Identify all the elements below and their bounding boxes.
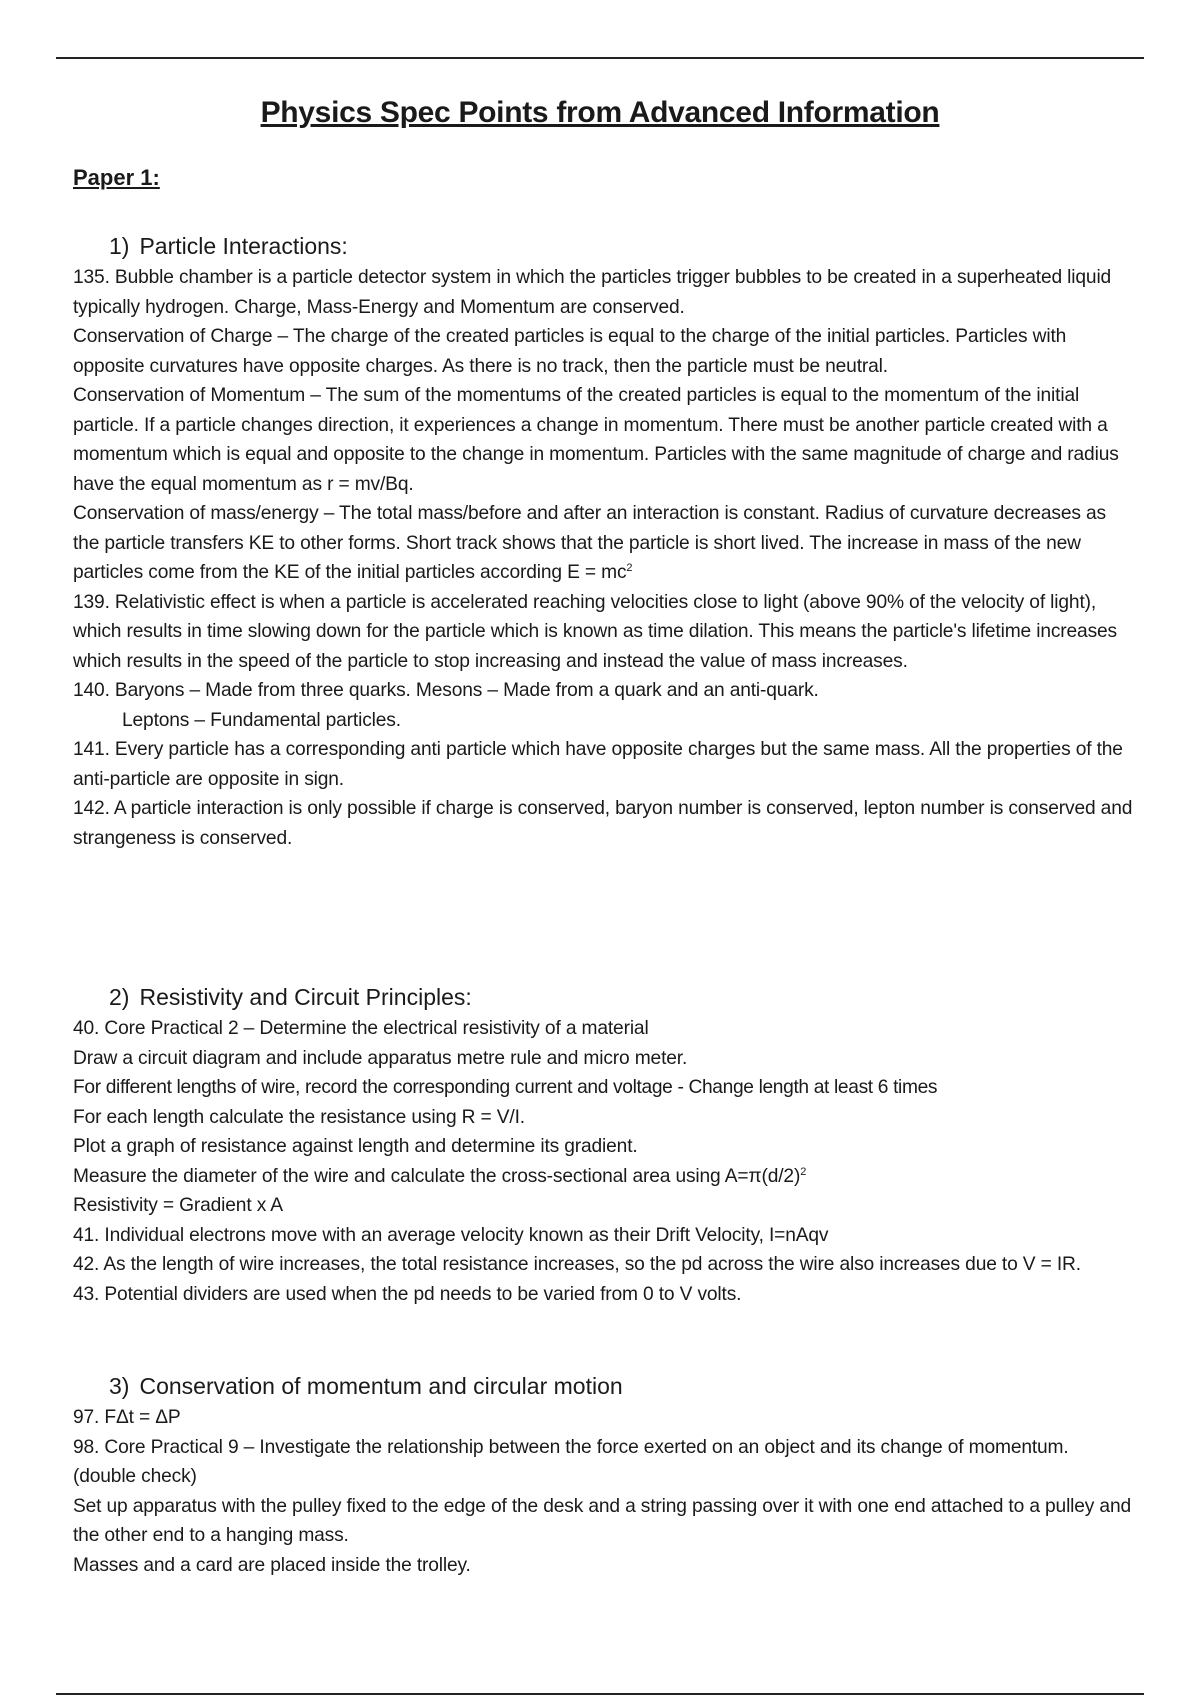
paragraph: For each length calculate the resistance using R = V/I.: [73, 1106, 525, 1128]
section-title: Particle Interactions:: [139, 233, 348, 259]
section-heading: [109, 231, 1133, 261]
paragraph-text: Measure the diameter of the wire and calculate the cross-sectional area using A=π(d/2): [73, 1165, 801, 1187]
section-number: 1): [109, 233, 130, 259]
paragraph: [73, 1162, 1133, 1192]
paragraph: Leptons – Fundamental particles.: [122, 709, 401, 731]
paragraph: Plot a graph of resistance against length and determine its gradient.: [73, 1136, 638, 1157]
section-heading: [109, 1371, 1133, 1401]
paragraph: Set up apparatus with the pulley fixed to the edge of the desk and a string passing over it with one end attached to a pulley and the other end to a hanging mass.: [73, 1495, 1131, 1546]
document-title: Physics Spec Points from Advanced Information: [260, 96, 940, 130]
section-heading: [109, 982, 1133, 1012]
paragraph: Draw a circuit diagram and include apparatus metre rule and micro meter.: [73, 1047, 688, 1069]
paragraph: 40. Core Practical 2 – Determine the electrical resistivity of a material: [73, 1018, 649, 1039]
paragraph: 43. Potential dividers are used when the pd needs to be varied from 0 to V volts.: [73, 1283, 742, 1305]
paragraph: 97. FΔt = ΔP: [73, 1407, 181, 1428]
paper-heading: Paper 1:: [73, 165, 160, 190]
section-particle-interactions: [73, 231, 1133, 853]
superscript: 2: [626, 562, 633, 574]
paragraph-text: Conservation of mass/energy – The total mass/before and after an interaction is constant. Radius of curvature decreases as the particle transfers KE to other forms. Short track shows that the particle is short lived. The increase in mass of the new particles come from the KE of the initial particles according E = mc: [73, 503, 1106, 583]
top-rule: [56, 57, 1144, 59]
paragraph: Resistivity = Gradient x A: [73, 1195, 283, 1216]
paragraph: 139. Relativistic effect is when a particle is accelerated reaching velocities close to light (above 90% of the velocity of light), which results in time slowing down for the particle which is known as time dilation. This means the particle's lifetime increases which results in the speed of the particle to stop increasing and instead the value of mass increases.: [73, 591, 1117, 672]
section-title: Resistivity and Circuit Principles:: [139, 984, 472, 1010]
paragraph: 42. As the length of wire increases, the total resistance increases, so the pd across the wire also increases due to V = IR.: [73, 1254, 1081, 1275]
paragraph: 142. A particle interaction is only possible if charge is conserved, baryon number is conserved, lepton number is conserved and strangeness is conserved.: [73, 798, 1133, 849]
paragraph: 98. Core Practical 9 – Investigate the relationship between the force exerted on an object and its change of momentum. (double check): [73, 1436, 1069, 1487]
superscript: 2: [800, 1165, 807, 1178]
paragraph: [73, 499, 1133, 588]
section-resistivity: [73, 982, 1133, 1309]
paragraph: 140. Baryons – Made from three quarks. Mesons – Made from a quark and an anti-quark.: [73, 680, 819, 701]
section-number: 3): [109, 1373, 130, 1399]
bottom-rule: [56, 1693, 1144, 1695]
paragraph: For different lengths of wire, record the corresponding current and voltage - Change length at least 6 times: [73, 1077, 938, 1098]
paragraph: 135. Bubble chamber is a particle detector system in which the particles trigger bubbles to be created in a superheated liquid typically hydrogen. Charge, Mass-Energy and Momentum are conserved.: [73, 267, 1112, 318]
paragraph: Masses and a card are placed inside the trolley.: [73, 1554, 471, 1576]
paragraph: 41. Individual electrons move with an average velocity known as their Drift Velocity, I=nAqv: [73, 1224, 829, 1246]
section-title: Conservation of momentum and circular motion: [139, 1373, 623, 1399]
paragraph: 141. Every particle has a corresponding anti particle which have opposite charges but the same mass. All the properties of the anti-particle are opposite in sign.: [73, 739, 1123, 790]
section-momentum-circular-motion: [73, 1371, 1133, 1580]
section-number: 2): [109, 984, 130, 1010]
paragraph: Conservation of Charge – The charge of the created particles is equal to the charge of the initial particles. Particles with opposite curvatures have opposite charges. As there is no track, then the particle must be neutral.: [73, 326, 1067, 377]
paragraph: Conservation of Momentum – The sum of the momentums of the created particles is equal to the momentum of the initial particle. If a particle changes direction, it experiences a change in momentum. There must be another particle created with a momentum which is equal and opposite to the change in momentum. Particles with the same magnitude of charge and radius have the equal momentum as r = mv/Bq.: [73, 385, 1119, 495]
